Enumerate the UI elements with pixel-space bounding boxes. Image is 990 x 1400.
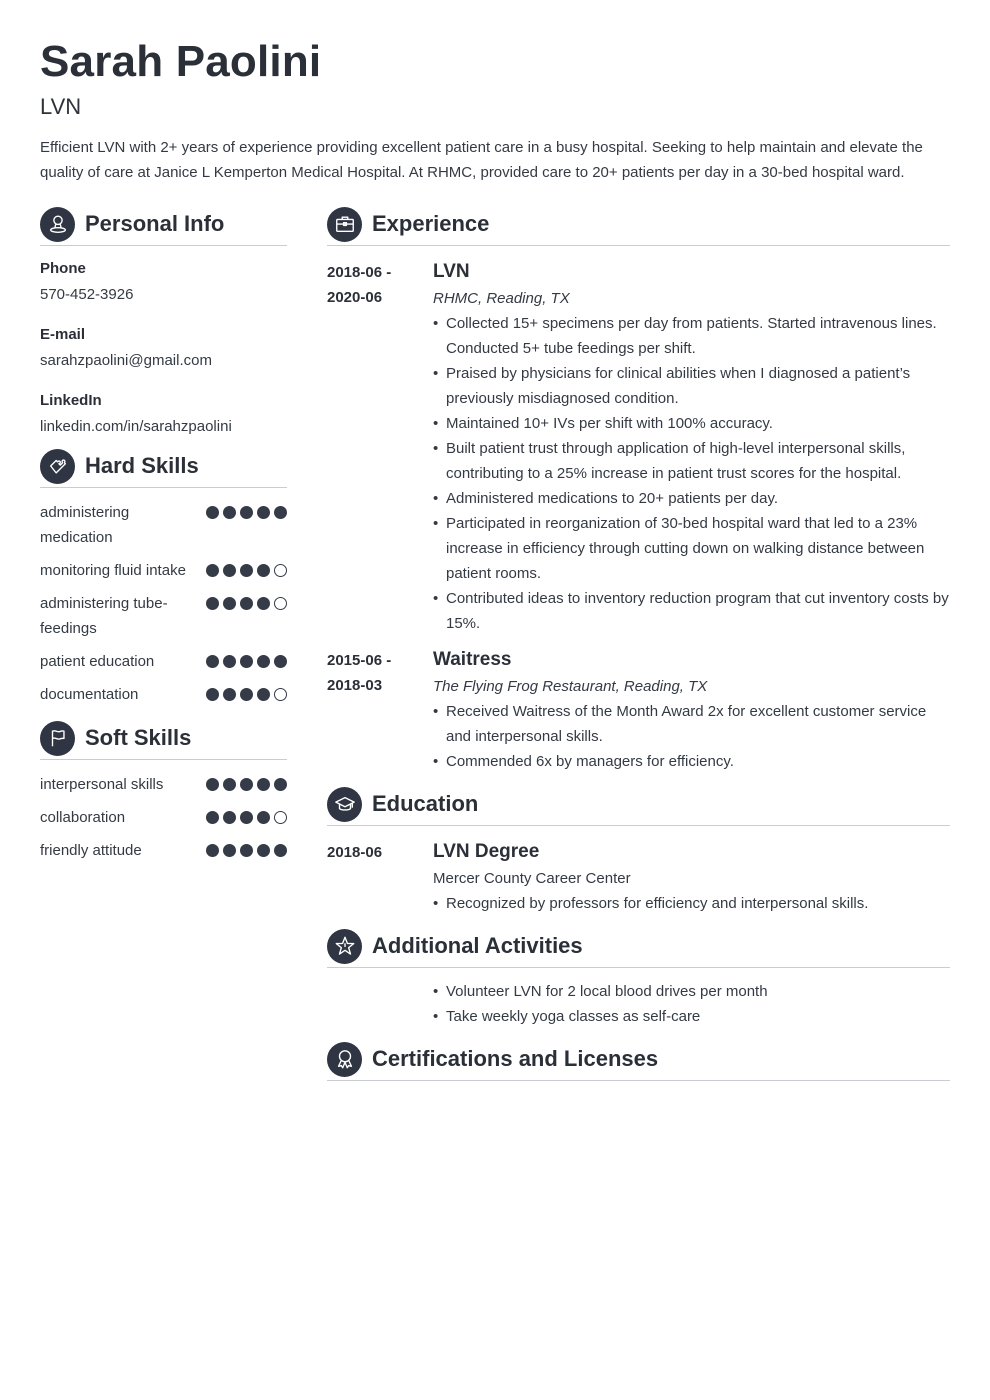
rating-dot-filled xyxy=(206,564,219,577)
rating-dot-filled xyxy=(206,655,219,668)
person-icon xyxy=(40,207,75,242)
soft-skills-section xyxy=(40,720,287,863)
skill-row xyxy=(40,558,287,583)
rating-dot-filled xyxy=(223,844,236,857)
section-divider xyxy=(40,487,287,488)
rating-dot-filled xyxy=(240,778,253,791)
section-title: Education xyxy=(372,791,479,816)
rating-dot-filled xyxy=(257,506,270,519)
skill-rating xyxy=(206,506,287,519)
rating-dot-filled xyxy=(240,564,253,577)
rating-dot-filled xyxy=(274,778,287,791)
section-header xyxy=(40,720,287,756)
rating-dot-filled xyxy=(223,688,236,701)
activities-section xyxy=(327,928,950,1029)
job-title: LVN xyxy=(433,261,470,282)
rating-dot-empty xyxy=(274,688,287,701)
rating-dot-filled xyxy=(223,655,236,668)
phone-value: 570-452-3926 xyxy=(40,286,134,303)
rating-dot-filled xyxy=(223,778,236,791)
section-divider xyxy=(40,245,287,246)
rating-dot-filled xyxy=(223,597,236,610)
activities-bullets xyxy=(433,979,950,1029)
skill-name: monitoring fluid intake xyxy=(40,562,186,579)
award-ribbon-icon xyxy=(327,1042,362,1077)
section-header xyxy=(327,928,950,964)
job-company: RHMC, Reading, TX xyxy=(433,290,570,307)
experience-section xyxy=(327,206,950,774)
section-divider xyxy=(327,1080,950,1081)
section-title: Additional Activities xyxy=(372,933,583,958)
rating-dot-filled xyxy=(274,655,287,668)
flag-icon xyxy=(40,721,75,756)
list-item: • Administered medications to 20+ patients per day. xyxy=(433,486,950,511)
skill-name: interpersonal skills xyxy=(40,776,164,793)
list-item: • Contributed ideas to inventory reduction program that cut inventory costs by 15%. xyxy=(433,586,950,636)
section-divider xyxy=(327,967,950,968)
section-title: Certifications and Licenses xyxy=(372,1046,659,1071)
job-date: 2018-06 - 2020-06 xyxy=(327,264,392,306)
skill-row xyxy=(40,682,287,707)
skill-row xyxy=(40,772,287,797)
soft-skills-list xyxy=(40,772,287,863)
rating-dot-filled xyxy=(257,844,270,857)
email-label: E-mail xyxy=(40,326,86,343)
skill-row xyxy=(40,591,287,641)
education-date: 2018-06 xyxy=(327,844,383,861)
section-header xyxy=(327,1041,950,1077)
left-column xyxy=(40,206,287,863)
star-icon xyxy=(327,929,362,964)
email-value: sarahzpaolini@gmail.com xyxy=(40,352,212,369)
skill-row xyxy=(40,500,287,550)
education-degree: LVN Degree xyxy=(433,841,540,862)
rating-dot-filled xyxy=(206,597,219,610)
list-item: • Collected 15+ specimens per day from patients. Started intravenous lines. Conducted 5+ tube feedings per shift. xyxy=(433,311,950,361)
hard-skills-section xyxy=(40,448,287,707)
candidate-name: Sarah Paolini xyxy=(40,37,322,86)
rating-dot-filled xyxy=(240,655,253,668)
rating-dot-filled xyxy=(257,811,270,824)
section-header xyxy=(327,206,950,242)
job-date: 2015-06 - 2018-03 xyxy=(327,652,392,694)
section-title: Experience xyxy=(372,211,490,236)
skill-rating xyxy=(206,655,287,668)
section-divider xyxy=(40,759,287,760)
section-title: Soft Skills xyxy=(85,725,192,750)
rating-dot-filled xyxy=(223,564,236,577)
section-divider xyxy=(327,825,950,826)
skill-rating xyxy=(206,844,287,857)
skill-rating xyxy=(206,597,287,610)
skill-name: administering medication xyxy=(40,504,130,546)
skill-row xyxy=(40,649,287,674)
section-header xyxy=(327,786,950,822)
education-section xyxy=(327,786,950,916)
rating-dot-filled xyxy=(274,506,287,519)
rating-dot-filled xyxy=(240,506,253,519)
phone-block xyxy=(40,260,287,304)
rating-dot-filled xyxy=(206,506,219,519)
candidate-role: LVN xyxy=(40,94,82,119)
jobs-list xyxy=(327,260,950,774)
skill-rating xyxy=(206,688,287,701)
skill-name: documentation xyxy=(40,686,139,703)
personal-info-section xyxy=(40,206,287,436)
linkedin-block xyxy=(40,392,287,436)
job-bullets xyxy=(433,699,950,774)
phone-label: Phone xyxy=(40,260,86,277)
rating-dot-filled xyxy=(240,688,253,701)
list-item: • Built patient trust through application of high-level interpersonal skills, contributing to a 25% increase in patient trust scores for the hospital. xyxy=(433,436,950,486)
rating-dot-filled xyxy=(223,506,236,519)
job-entry xyxy=(327,648,950,774)
section-header xyxy=(40,206,287,242)
list-item: • Received Waitress of the Month Award 2x for excellent customer service and interpersonal skills. xyxy=(433,699,950,749)
list-item: • Commended 6x by managers for efficiency. xyxy=(433,749,950,774)
rating-dot-filled xyxy=(206,844,219,857)
rating-dot-empty xyxy=(274,597,287,610)
rating-dot-filled xyxy=(257,597,270,610)
education-entry xyxy=(327,840,950,916)
rating-dot-filled xyxy=(206,688,219,701)
job-entry xyxy=(327,260,950,636)
rating-dot-empty xyxy=(274,564,287,577)
rating-dot-filled xyxy=(223,811,236,824)
job-bullets xyxy=(433,311,950,636)
rating-dot-filled xyxy=(257,564,270,577)
puzzle-icon xyxy=(40,449,75,484)
skill-rating xyxy=(206,778,287,791)
graduation-cap-icon xyxy=(327,787,362,822)
rating-dot-filled xyxy=(274,844,287,857)
skill-name: administering tube-feedings xyxy=(40,595,168,637)
right-column xyxy=(327,206,950,1081)
skill-name: collaboration xyxy=(40,809,126,826)
certifications-section xyxy=(327,1041,950,1081)
email-block xyxy=(40,326,287,370)
rating-dot-filled xyxy=(240,811,253,824)
linkedin-value: linkedin.com/in/sarahzpaolini xyxy=(40,418,232,435)
skill-row xyxy=(40,838,287,863)
education-bullets xyxy=(433,891,950,916)
section-divider xyxy=(327,245,950,246)
skill-name: friendly attitude xyxy=(40,842,142,859)
section-header xyxy=(40,448,287,484)
rating-dot-filled xyxy=(240,597,253,610)
job-company: The Flying Frog Restaurant, Reading, TX xyxy=(433,678,708,695)
education-school: Mercer County Career Center xyxy=(433,870,631,887)
briefcase-icon xyxy=(327,207,362,242)
linkedin-label: LinkedIn xyxy=(40,392,102,409)
rating-dot-filled xyxy=(240,844,253,857)
section-title: Hard Skills xyxy=(85,453,199,478)
summary: Efficient LVN with 2+ years of experience providing excellent patient care in a busy hospital. Seeking to help maintain and elevate the quality of care at Janice L Kemperton Medical Hospital. At RHMC, provided care to 20+ patients per day in a 30-bed hospital ward. xyxy=(40,139,923,181)
hard-skills-list xyxy=(40,500,287,707)
skill-rating xyxy=(206,564,287,577)
job-title: Waitress xyxy=(433,649,512,670)
list-item: • Volunteer LVN for 2 local blood drives per month xyxy=(433,979,950,1004)
skill-rating xyxy=(206,811,287,824)
list-item: • Participated in reorganization of 30-bed hospital ward that led to a 23% increase in efficiency through cutting down on walking distance between patient rooms. xyxy=(433,511,950,586)
list-item: • Maintained 10+ IVs per shift with 100% accuracy. xyxy=(433,411,950,436)
rating-dot-empty xyxy=(274,811,287,824)
rating-dot-filled xyxy=(206,778,219,791)
list-item: • Take weekly yoga classes as self-care xyxy=(433,1004,950,1029)
rating-dot-filled xyxy=(206,811,219,824)
skill-row xyxy=(40,805,287,830)
list-item: • Recognized by professors for efficiency and interpersonal skills. xyxy=(433,891,950,916)
rating-dot-filled xyxy=(257,655,270,668)
section-title: Personal Info xyxy=(85,211,225,236)
skill-name: patient education xyxy=(40,653,155,670)
rating-dot-filled xyxy=(257,778,270,791)
list-item: • Praised by physicians for clinical abilities when I diagnosed a patient’s previously misdiagnosed condition. xyxy=(433,361,950,411)
rating-dot-filled xyxy=(257,688,270,701)
